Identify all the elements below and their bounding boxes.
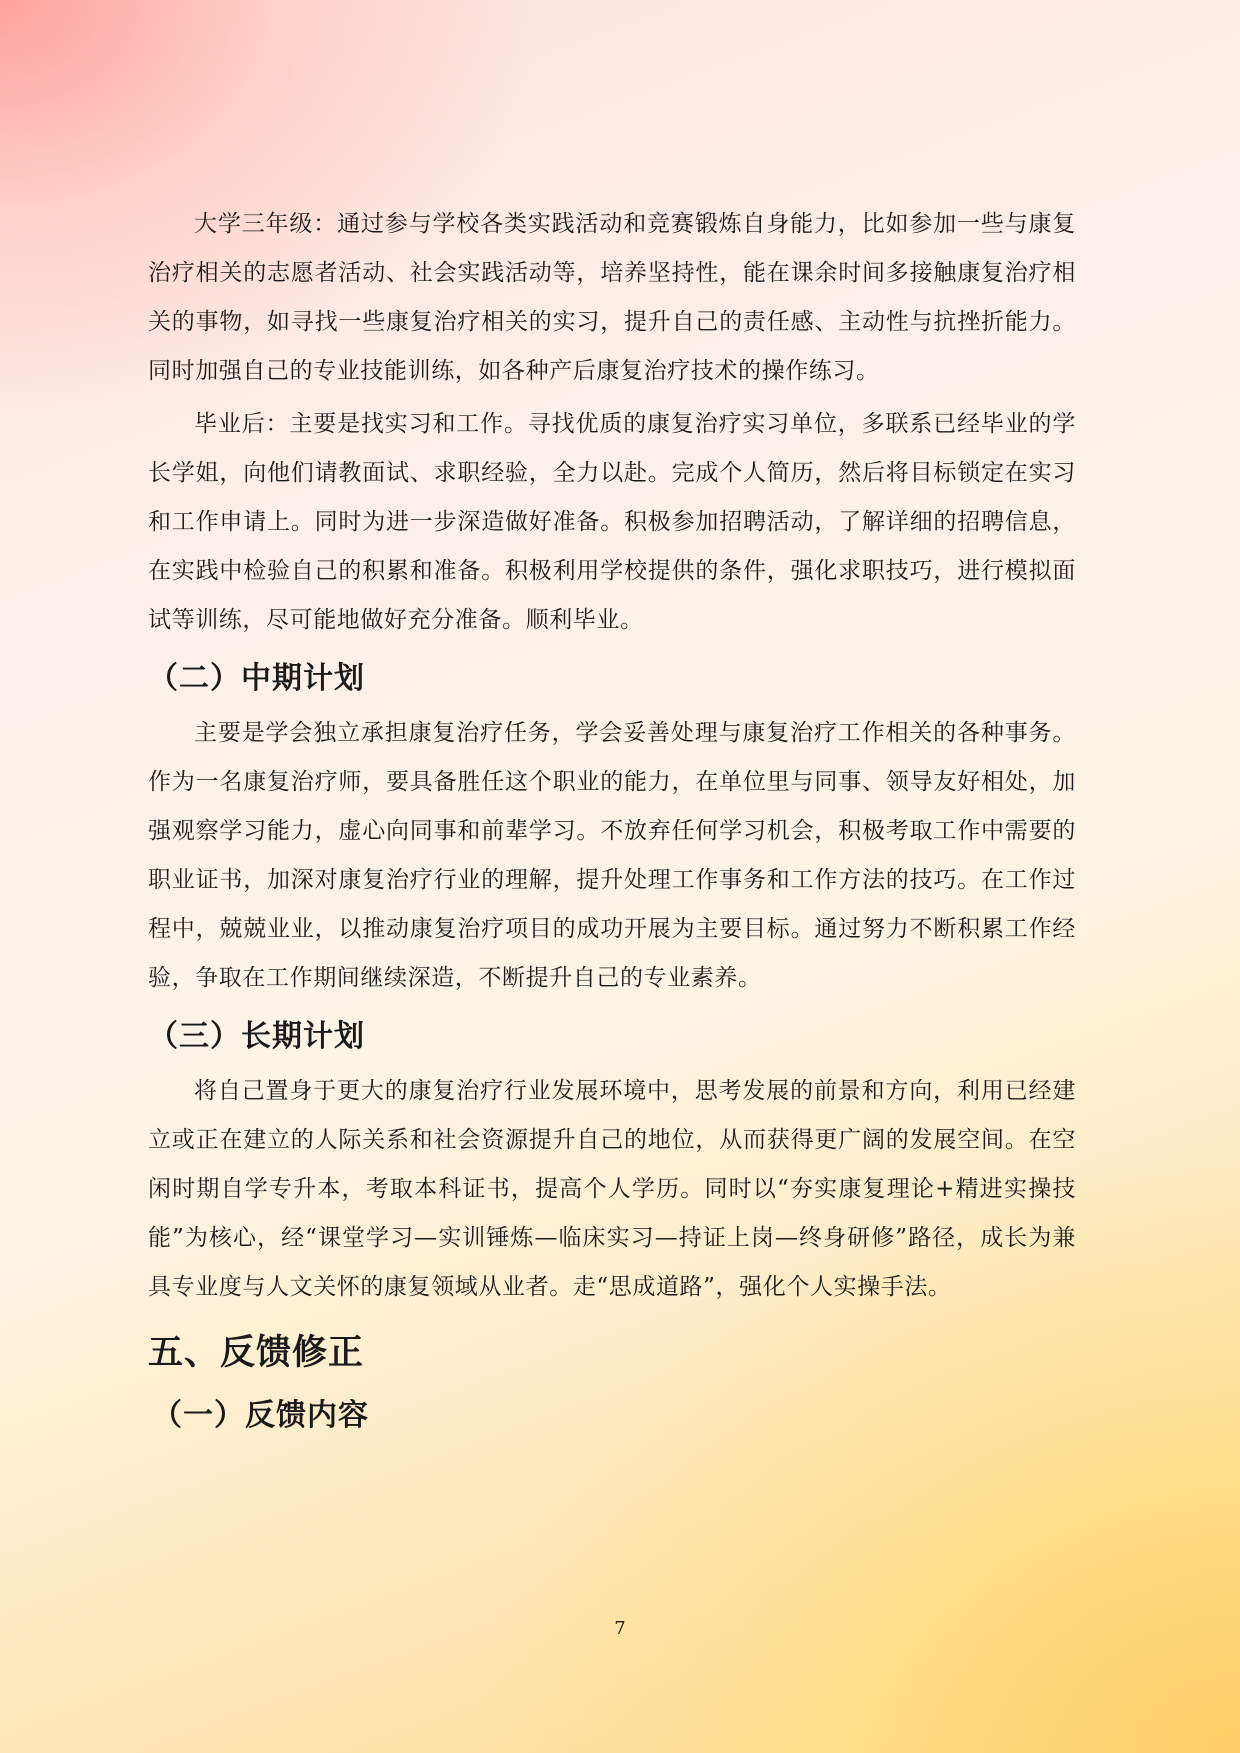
heading-mid-term-plan: （二）中期计划 xyxy=(148,661,365,696)
paragraph-mid-term: 主要是学会独立承担康复治疗任务，学会妥善处理与康复治疗工作相关的各种事务。作为一名康复治疗师，要具备胜任这个职业的能力，在单位里与同事、领导友好相处，加强观察学习能力，虚心向同事和前辈学习。不放弃任何学习机会，积极考取工作中需要的职业证书，加深对康复治疗行业的理解，提升处理工作事务和工作方法的技巧。在工作过程中，兢兢业业，以推动康复治疗项目的成功开展为主要目标。通过努力不断积累工作经验，争取在工作期间继续深造，不断提升自己的专业素养。 xyxy=(148,720,1076,991)
heading-section-5: 五、反馈修正 xyxy=(148,1333,365,1373)
paragraph-long-term: 将自己置身于更大的康复治疗行业发展环境中，思考发展的前景和方向，利用已经建立或正在建立的人际关系和社会资源提升自己的地位，从而获得更广阔的发展空间。在空闲时期自学专升本，考取本科证书，提高个人学历。同时以“夯实康复理论+精进实操技能”为核心，经“课堂学习—实训锤炼—临床实习—持证上岗—终身研修”路径，成长为兼具专业度与人文关怀的康复领域从业者。走“思成道路”，强化个人实操手法。 xyxy=(148,1078,1076,1300)
heading-long-term-plan: （三）长期计划 xyxy=(148,1019,365,1054)
heading-feedback-content: （一）反馈内容 xyxy=(152,1398,369,1433)
page-content xyxy=(148,200,1076,1446)
paragraph-after-graduation: 毕业后：主要是找实习和工作。寻找优质的康复治疗实习单位，多联系已经毕业的学长学姐，向他们请教面试、求职经验，全力以赴。完成个人简历，然后将目标锁定在实习和工作申请上。同时为进一步深造做好准备。积极参加招聘活动，了解详细的招聘信息，在实践中检验自己的积累和准备。积极利用学校提供的条件，强化求职技巧，进行模拟面试等训练，尽可能地做好充分准备。顺利毕业。 xyxy=(148,411,1076,633)
page-number: 7 xyxy=(614,1618,626,1639)
paragraph-year3: 大学三年级：通过参与学校各类实践活动和竞赛锻炼自身能力，比如参加一些与康复治疗相关的志愿者活动、社会实践活动等，培养坚持性，能在课余时间多接触康复治疗相关的事物，如寻找一些康复治疗相关的实习，提升自己的责任感、主动性与抗挫折能力。同时加强自己的专业技能训练，如各种产后康复治疗技术的操作练习。 xyxy=(148,211,1076,384)
